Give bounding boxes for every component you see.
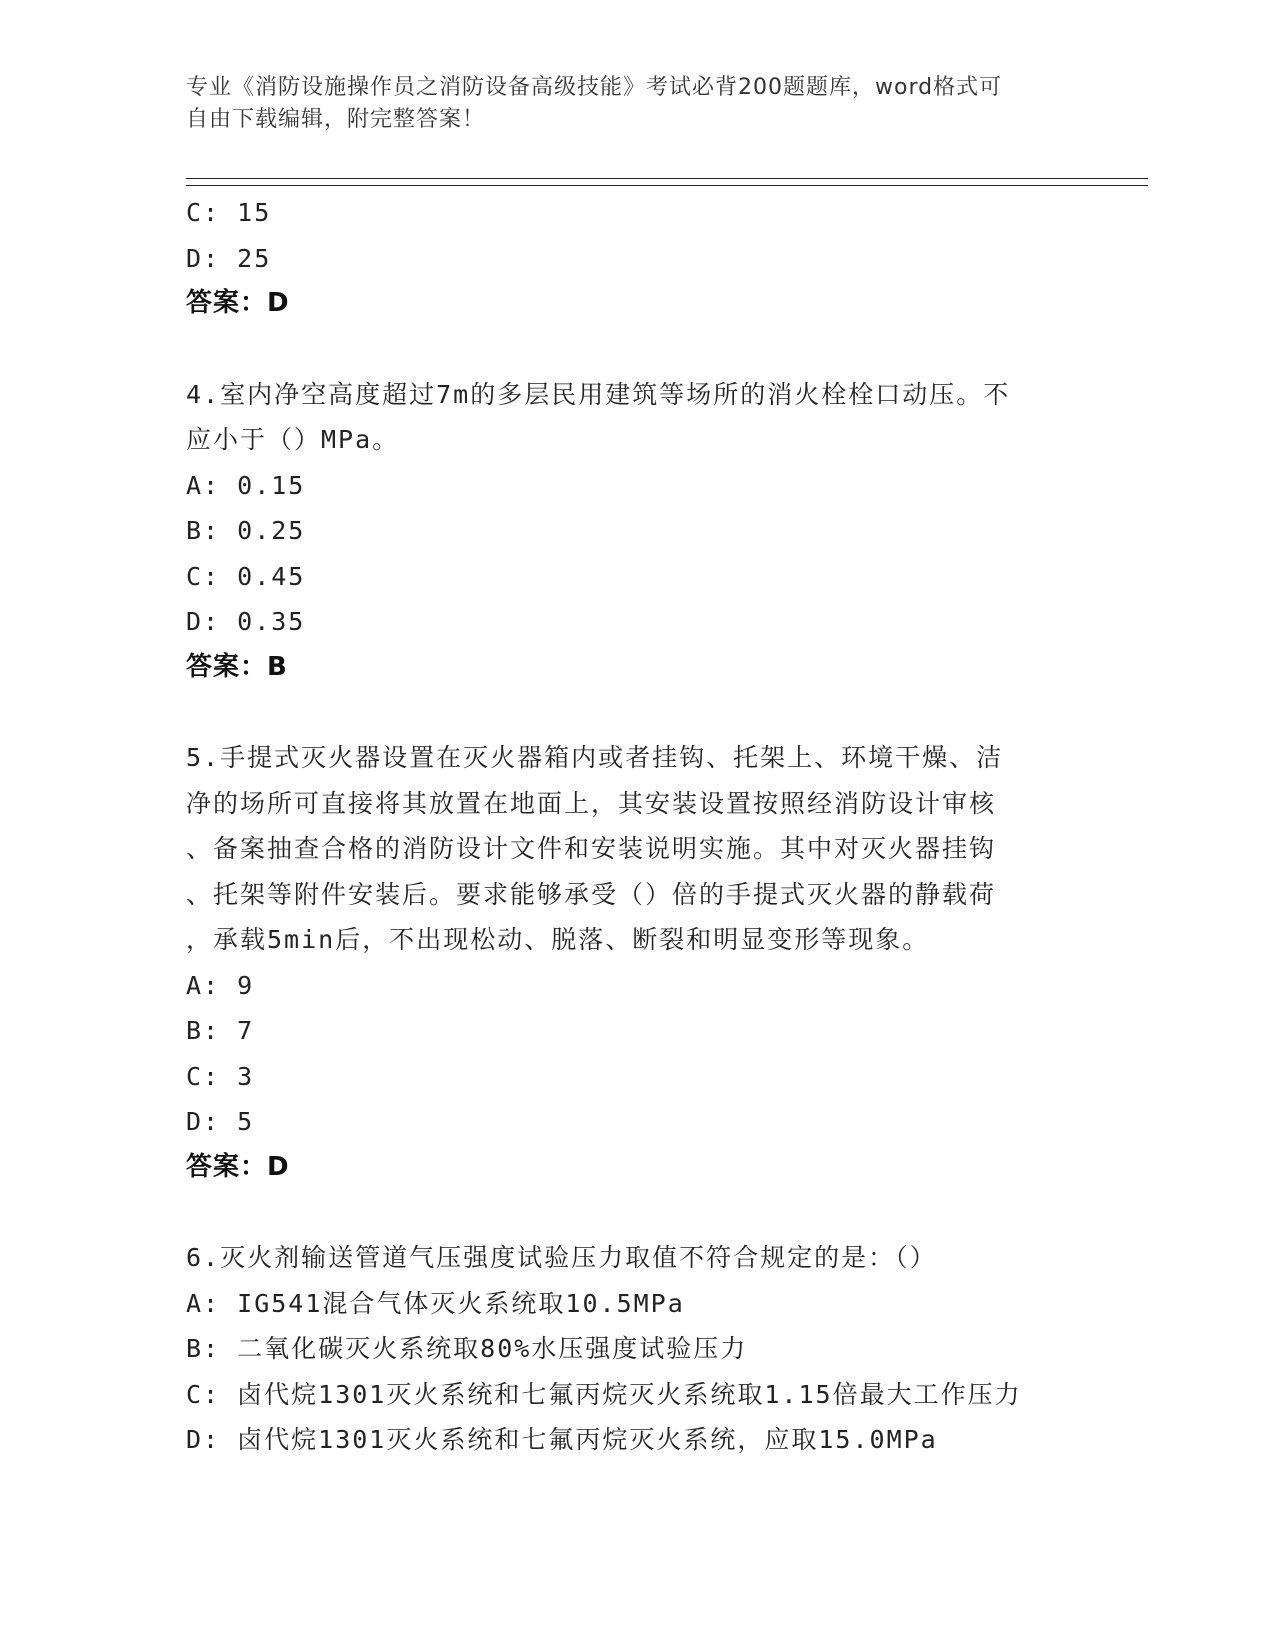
question-stem xyxy=(186,735,1066,963)
option-a: A: 0.15 xyxy=(186,470,306,500)
answer-label: 答案：D xyxy=(186,1151,290,1182)
question-stem xyxy=(186,372,1066,463)
stem-line: 、托架等附件安装后。要求能够承受（）倍的手提式灭火器的静载荷 xyxy=(186,879,997,909)
stem-line: 、备案抽查合格的消防设计文件和安装说明实施。其中对灭火器挂钩 xyxy=(186,834,997,863)
option-d: D: 卤代烷1301灭火系统和七氟丙烷灭火系统，应取15.0MPa xyxy=(186,1425,938,1454)
stem-line: 净的场所可直接将其放置在地面上，其安装设置按照经消防设计审核 xyxy=(186,788,997,818)
option-b: B: 二氧化碳灭火系统取80%水压强度试验压力 xyxy=(186,1334,748,1363)
answer-label: 答案：B xyxy=(186,651,288,682)
spacer xyxy=(186,1190,1086,1235)
option-a: A: IG541混合气体灭火系统取10.5MPa xyxy=(186,1288,685,1318)
page-header xyxy=(186,72,1066,136)
spacer xyxy=(186,690,1086,735)
option-a: A: 9 xyxy=(186,970,255,1000)
option-c: C: 0.45 xyxy=(186,561,306,591)
question-4 xyxy=(186,372,1086,691)
stem-line: 4.室内净空高度超过7m的多层民用建筑等场所的消火栓栓口动压。不 xyxy=(186,379,1011,409)
option-c: C: 卤代烷1301灭火系统和七氟丙烷灭火系统取1.15倍最大工作压力 xyxy=(186,1379,1022,1409)
stem-line: 6.灭火剂输送管道气压强度试验压力取值不符合规定的是：（） xyxy=(186,1243,937,1272)
option-c: C: 15 xyxy=(186,198,272,227)
option-b: B: 0.25 xyxy=(186,516,306,545)
question-stem xyxy=(186,1235,1066,1281)
stem-line: 应小于（）MPa。 xyxy=(186,425,400,454)
header-line-2: 自由下载编辑，附完整答案！ xyxy=(186,107,486,132)
spacer xyxy=(186,327,1086,372)
option-c: C: 3 xyxy=(186,1061,255,1091)
header-line-1: 专业《消防设施操作员之消防设备高级技能》考试必背200题题库，word格式可 xyxy=(186,75,1003,100)
option-d: D: 25 xyxy=(186,243,272,273)
header-divider xyxy=(186,178,1148,186)
option-b: B: 7 xyxy=(186,1016,255,1045)
question-list xyxy=(186,190,1086,1463)
stem-line: 5.手提式灭火器设置在灭火器箱内或者挂钩、托架上、环境干燥、洁 xyxy=(186,743,1004,772)
question-3 xyxy=(186,190,1086,327)
option-d: D: 0.35 xyxy=(186,607,306,636)
question-5 xyxy=(186,735,1086,1190)
answer-label: 答案：D xyxy=(186,288,290,318)
stem-line: ，承载5min后，不出现松动、脱落、断裂和明显变形等现象。 xyxy=(186,925,930,954)
question-6 xyxy=(186,1235,1086,1463)
option-d: D: 5 xyxy=(186,1107,255,1136)
